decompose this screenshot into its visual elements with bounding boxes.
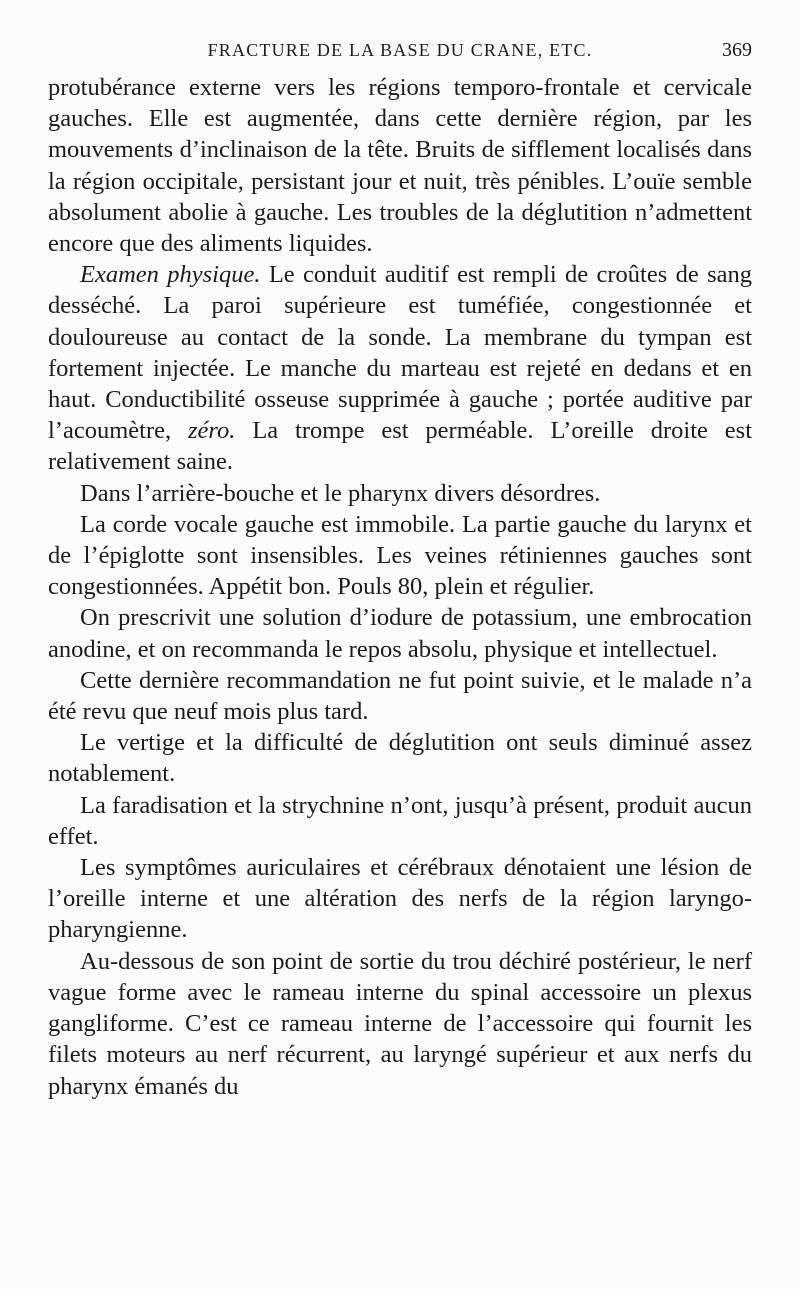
running-title: FRACTURE DE LA BASE DU CRANE, ETC. xyxy=(207,40,593,60)
paragraph-4 xyxy=(48,509,752,603)
paragraph-3 xyxy=(48,478,752,509)
paragraph-text: Au-dessous de son point de sortie du trou déchiré postérieur, le nerf vague forme avec le rameau interne du spinal accessoire un plexus gangliforme. C’est ce rameau interne de l’accessoire qui fournit les filets moteurs au nerf récurrent, au laryngé supérieur et aux nerfs du pharynx émanés du xyxy=(48,947,752,1100)
paragraph-text: protubérance externe vers les régions temporo-frontale et cervicale gauches. Elle est augmentée, dans cette dernière région, par les mouvements d’inclinaison de la tête. Bruits de sifflement localisés dans la région occipitale, persistant jour et nuit, très pénibles. L’ouïe semble absolument abolie à gauche. Les troubles de la déglutition n’admettent encore que des aliments liquides. xyxy=(48,74,752,258)
paragraph-10 xyxy=(48,946,752,1102)
paragraph-1 xyxy=(48,72,752,259)
paragraph-text: La faradisation et la strychnine n’ont, jusqu’à présent, produit aucun effet. xyxy=(48,791,752,850)
paragraph-8 xyxy=(48,790,752,852)
paragraph-text: Le conduit auditif est rempli de croûtes de sang desséché. La paroi supérieure est tuméfiée, congestionnée et douloureuse au contact de la sonde. La membrane du tympan est fortement injectée. Le manche du marteau est rejeté en dedans et en haut. Conductibilité osseuse supprimée à gauche ; portée auditive par l’acoumètre, xyxy=(48,261,753,445)
page-number: 369 xyxy=(722,39,752,61)
paragraph-text: Le vertige et la difficulté de déglutition ont seuls diminué assez notablement. xyxy=(48,729,752,788)
book-page xyxy=(48,30,752,1270)
paragraph-text-tail: La trompe est perméable. L’oreille droite est relativement saine. xyxy=(48,417,753,476)
paragraph-text: On prescrivit une solution d’iodure de potassium, une embrocation anodine, et on recommanda le repos absolu, physique et intellectuel. xyxy=(48,604,752,663)
paragraph-lead-italic: Examen physique. xyxy=(80,261,261,289)
paragraph-2 xyxy=(48,259,752,477)
italic-word: zéro. xyxy=(188,417,236,445)
paragraph-7 xyxy=(48,727,752,789)
paragraph-text: Les symptômes auriculaires et cérébraux dénotaient une lésion de l’oreille interne et une altération des nerfs de la région laryngo-pharyngienne. xyxy=(48,854,752,944)
paragraph-text: Dans l’arrière-bouche et le pharynx divers désordres. xyxy=(80,479,601,507)
running-head xyxy=(48,30,752,70)
paragraph-9 xyxy=(48,852,752,946)
paragraph-5 xyxy=(48,602,752,664)
paragraph-text: La corde vocale gauche est immobile. La partie gauche du larynx et de l’épiglotte sont insensibles. Les veines rétiniennes gauches sont congestionnées. Appétit bon. Pouls 80, plein et régulier. xyxy=(48,510,752,601)
paragraph-text: Cette dernière recommandation ne fut point suivie, et le malade n’a été revu que neuf mois plus tard. xyxy=(48,666,752,726)
paragraph-6 xyxy=(48,665,752,727)
body-text xyxy=(48,72,752,1102)
